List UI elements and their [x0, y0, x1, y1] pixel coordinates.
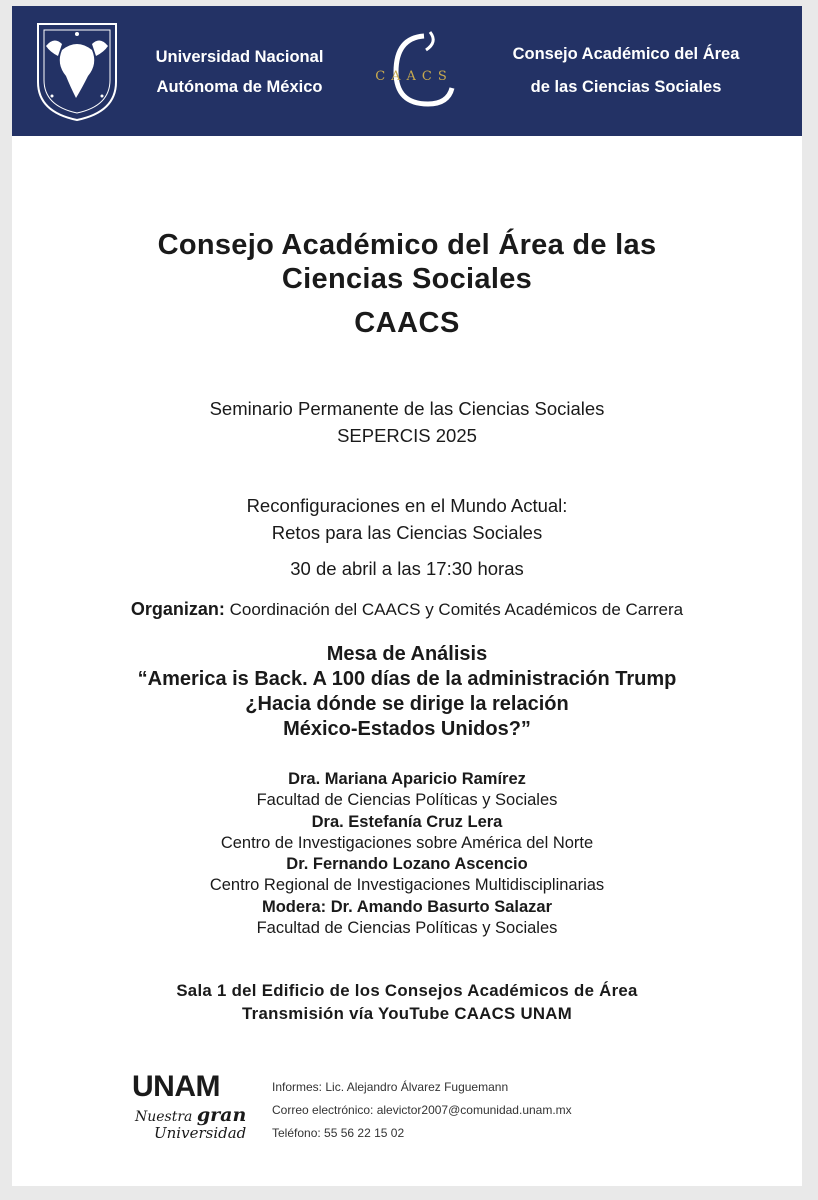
university-name [142, 42, 337, 102]
unam-logo-word: UNAM [132, 1070, 220, 1103]
panel-title [12, 642, 802, 742]
theme-line-2: Retos para las Ciencias Sociales [271, 522, 543, 543]
contact-info [272, 1076, 572, 1145]
university-line-2: Autónoma de México [156, 78, 323, 96]
theme-line-1: Reconfiguraciones en el Mundo Actual: [246, 495, 568, 516]
venue-line-1: Sala 1 del Edificio de los Consejos Académicos de Área [176, 981, 638, 1000]
organizers-text: Coordinación del CAACS y Comités Académicos de Carrera [224, 600, 684, 619]
moderator-affiliation: Facultad de Ciencias Políticas y Sociales [256, 919, 558, 938]
panel-line-4: México-Estados Unidos?” [283, 718, 531, 740]
acronym-title: CAACS [354, 307, 460, 339]
speaker-name: Dr. Fernando Lozano Ascencio [286, 855, 528, 874]
organizers-label: Organizan: [130, 599, 225, 619]
panel-line-1: Mesa de Análisis [326, 643, 488, 665]
title-line-1: Consejo Académico del Área de las [157, 229, 657, 261]
council-name [490, 38, 762, 104]
panel-line-3: ¿Hacia dónde se dirige la relación [245, 693, 569, 715]
contact-email[interactable]: Correo electrónico: alevictor2007@comunidad.unam.mx [272, 1103, 572, 1117]
contact-phone: Teléfono: 55 56 22 15 02 [272, 1126, 405, 1140]
tagline-bold-word: gran [196, 1104, 247, 1126]
organizers [12, 599, 802, 620]
header-banner [12, 6, 802, 136]
speaker-affiliation: Facultad de Ciencias Políticas y Sociales [256, 791, 558, 810]
unam-tagline-1 [135, 1104, 246, 1126]
speaker-name: Dra. Mariana Aparicio Ramírez [288, 770, 526, 788]
seminar-block [12, 395, 802, 449]
seminar-line-1: Seminario Permanente de las Ciencias Sociales [209, 398, 605, 419]
speaker-affiliation: Centro de Investigaciones sobre América del Norte [220, 833, 594, 852]
caacs-logo-text: CAACS [375, 69, 453, 84]
moderator-name: Modera: Dr. Amando Basurto Salazar [261, 897, 553, 916]
event-date: 30 de abril a las 17:30 horas [290, 558, 524, 579]
panel-line-2: “America is Back. A 100 días de la administración Trump [137, 668, 677, 690]
poster-sheet [12, 6, 802, 1186]
university-line-1: Universidad Nacional [155, 48, 324, 66]
speaker-name: Dra. Estefanía Cruz Lera [311, 812, 503, 831]
venue-info [12, 979, 802, 1025]
unam-seal-icon [32, 16, 122, 124]
main-title [12, 228, 802, 296]
title-line-2: Ciencias Sociales [281, 263, 533, 295]
unam-tagline-2: Universidad [154, 1124, 247, 1142]
speaker-affiliation: Centro Regional de Investigaciones Multidisciplinarias [209, 876, 605, 895]
unam-logo [132, 1072, 247, 1152]
speakers-list [12, 769, 802, 939]
contact-informes: Informes: Lic. Alejandro Álvarez Fuguemann [272, 1080, 509, 1094]
caacs-logo [352, 28, 477, 113]
theme-block [12, 492, 802, 546]
venue-line-2: Transmisión vía YouTube CAACS UNAM [241, 1004, 573, 1023]
seminar-line-2: SEPERCIS 2025 [337, 425, 477, 446]
tagline-word: Nuestra [135, 1109, 193, 1125]
council-line-2: de las Ciencias Sociales [530, 78, 722, 96]
council-line-1: Consejo Académico del Área [512, 45, 740, 63]
